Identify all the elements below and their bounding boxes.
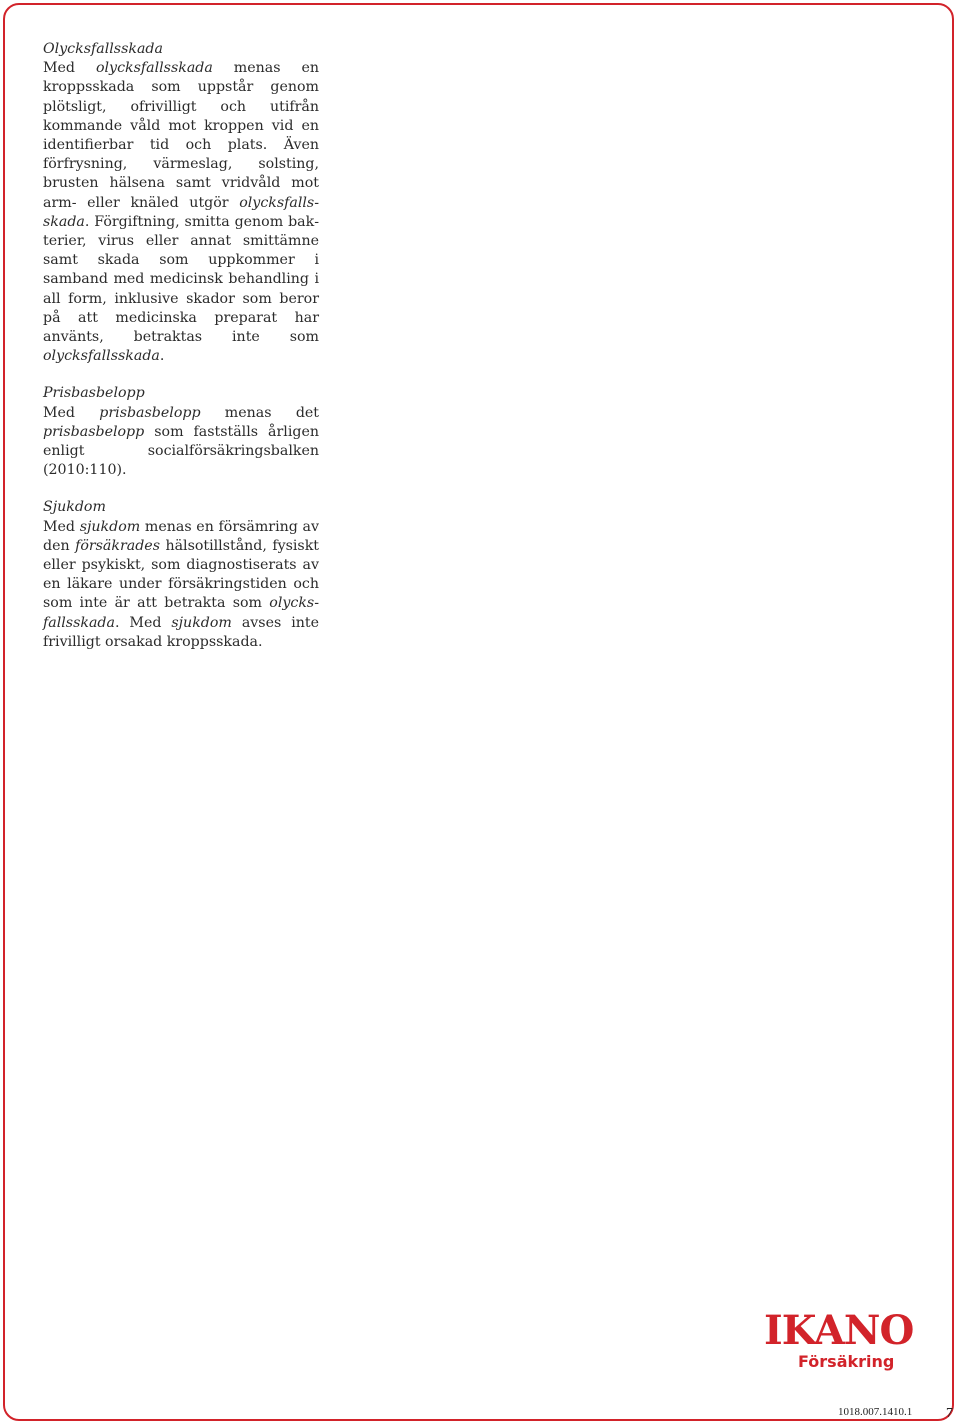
- section-body: Med sjukdom menas en försämring av den försäkrades hälsotillstånd, fysiskt eller psykiskt, som diagnostiserats av en läkare under försäkringstiden och som inte är att betrakta som olycksfallsskada. Med sjukdom avses inte frivilligt orsakad kroppsskada.: [43, 518, 320, 650]
- section-body: Med olycksfallsskada menas en kroppsskada som uppstår genom plötsligt, ofrivilligt och utifrån kommande våld mot kroppen vid en identifierbar tid och plats. Även förfrysning, värmeslag, solsting, brusten hälsena samt vridvåld mot arm- eller knäled utgör olycksfallsskada. Förgiftning, smitta genom bakterier, virus eller annat smittämne samt skada som uppkommer i samband med medicinsk behandling i all form, inklusive skador som beror på att medicinska preparat har använts, betraktas inte som olycksfallsskada.: [43, 60, 320, 365]
- document-reference: 1018.007.1410.1: [838, 1406, 913, 1418]
- definitions-column: [43, 40, 319, 670]
- ikano-logo: [764, 1307, 924, 1372]
- section-prisbasbelopp: [43, 384, 319, 480]
- logo-subtitle: Försäkring: [798, 1352, 895, 1371]
- section-olycksfallsskada: [43, 40, 319, 366]
- section-heading: Olycksfallsskada: [43, 41, 163, 57]
- page-number: 7: [946, 1406, 953, 1421]
- logo-wordmark: IKANO: [764, 1307, 914, 1354]
- section-heading: Sjukdom: [43, 499, 106, 516]
- section-body: Med prisbasbelopp menas det prisbasbelopp som fastställs årligen enligt socialförsäkringsbalken (2010:110).: [43, 404, 319, 479]
- section-sjukdom: [43, 498, 319, 652]
- section-heading: Prisbasbelopp: [43, 385, 145, 402]
